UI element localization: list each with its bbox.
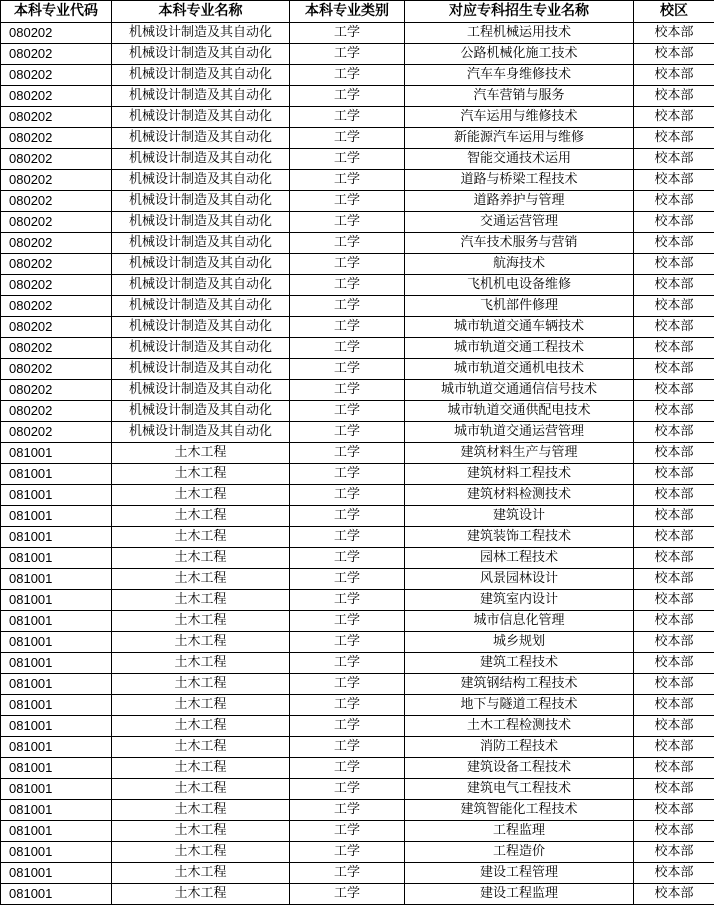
cell-undergrad-category: 工学 [290, 443, 405, 464]
cell-undergrad-name: 机械设计制造及其自动化 [112, 128, 290, 149]
cell-undergrad-name: 机械设计制造及其自动化 [112, 254, 290, 275]
cell-undergrad-code: 080202 [1, 275, 112, 296]
cell-undergrad-category: 工学 [290, 590, 405, 611]
cell-junior-major-name: 园林工程技术 [405, 548, 634, 569]
table-row [1, 485, 714, 506]
cell-undergrad-category: 工学 [290, 737, 405, 758]
cell-undergrad-category: 工学 [290, 401, 405, 422]
cell-undergrad-code: 081001 [1, 464, 112, 485]
cell-undergrad-category: 工学 [290, 506, 405, 527]
cell-junior-major-name: 道路与桥梁工程技术 [405, 170, 634, 191]
cell-campus: 校本部 [634, 800, 714, 821]
cell-campus: 校本部 [634, 863, 714, 884]
cell-junior-major-name: 风景园林设计 [405, 569, 634, 590]
cell-undergrad-category: 工学 [290, 716, 405, 737]
cell-undergrad-code: 080202 [1, 128, 112, 149]
cell-undergrad-category: 工学 [290, 884, 405, 905]
table-row [1, 401, 714, 422]
table-row [1, 317, 714, 338]
cell-undergrad-code: 080202 [1, 149, 112, 170]
cell-junior-major-name: 汽车营销与服务 [405, 86, 634, 107]
cell-undergrad-code: 081001 [1, 674, 112, 695]
table-row [1, 275, 714, 296]
cell-undergrad-name: 土木工程 [112, 548, 290, 569]
table-row [1, 884, 714, 905]
cell-campus: 校本部 [634, 674, 714, 695]
cell-junior-major-name: 汽车技术服务与营销 [405, 233, 634, 254]
cell-campus: 校本部 [634, 86, 714, 107]
cell-campus: 校本部 [634, 380, 714, 401]
table-row [1, 233, 714, 254]
table-header [1, 1, 714, 23]
cell-undergrad-code: 080202 [1, 296, 112, 317]
cell-undergrad-name: 机械设计制造及其自动化 [112, 296, 290, 317]
cell-undergrad-code: 080202 [1, 212, 112, 233]
cell-junior-major-name: 建设工程监理 [405, 884, 634, 905]
cell-undergrad-category: 工学 [290, 149, 405, 170]
cell-junior-major-name: 建筑材料检测技术 [405, 485, 634, 506]
cell-junior-major-name: 公路机械化施工技术 [405, 44, 634, 65]
table-row [1, 107, 714, 128]
cell-campus: 校本部 [634, 170, 714, 191]
cell-campus: 校本部 [634, 149, 714, 170]
table-row [1, 212, 714, 233]
cell-undergrad-name: 机械设计制造及其自动化 [112, 212, 290, 233]
cell-undergrad-category: 工学 [290, 107, 405, 128]
cell-undergrad-code: 080202 [1, 380, 112, 401]
cell-undergrad-category: 工学 [290, 86, 405, 107]
cell-campus: 校本部 [634, 653, 714, 674]
cell-campus: 校本部 [634, 107, 714, 128]
cell-undergrad-code: 081001 [1, 485, 112, 506]
cell-undergrad-category: 工学 [290, 233, 405, 254]
cell-undergrad-category: 工学 [290, 569, 405, 590]
cell-junior-major-name: 地下与隧道工程技术 [405, 695, 634, 716]
cell-undergrad-name: 机械设计制造及其自动化 [112, 170, 290, 191]
cell-undergrad-name: 机械设计制造及其自动化 [112, 422, 290, 443]
cell-junior-major-name: 建筑电气工程技术 [405, 779, 634, 800]
cell-undergrad-category: 工学 [290, 611, 405, 632]
cell-campus: 校本部 [634, 23, 714, 44]
table-row [1, 338, 714, 359]
table-row [1, 128, 714, 149]
cell-junior-major-name: 飞机部件修理 [405, 296, 634, 317]
cell-junior-major-name: 城市信息化管理 [405, 611, 634, 632]
table-row [1, 527, 714, 548]
cell-undergrad-code: 081001 [1, 779, 112, 800]
table-row [1, 191, 714, 212]
cell-junior-major-name: 城市轨道交通运营管理 [405, 422, 634, 443]
cell-undergrad-code: 081001 [1, 821, 112, 842]
cell-campus: 校本部 [634, 317, 714, 338]
cell-undergrad-category: 工学 [290, 275, 405, 296]
cell-undergrad-category: 工学 [290, 653, 405, 674]
cell-junior-major-name: 汽车车身维修技术 [405, 65, 634, 86]
cell-campus: 校本部 [634, 569, 714, 590]
cell-campus: 校本部 [634, 485, 714, 506]
cell-undergrad-category: 工学 [290, 317, 405, 338]
cell-junior-major-name: 建筑设计 [405, 506, 634, 527]
cell-campus: 校本部 [634, 443, 714, 464]
cell-undergrad-category: 工学 [290, 23, 405, 44]
cell-undergrad-code: 081001 [1, 716, 112, 737]
table-row [1, 779, 714, 800]
table-row [1, 380, 714, 401]
cell-undergrad-category: 工学 [290, 65, 405, 86]
table-row [1, 44, 714, 65]
table-row [1, 863, 714, 884]
cell-campus: 校本部 [634, 779, 714, 800]
cell-campus: 校本部 [634, 758, 714, 779]
table-row [1, 149, 714, 170]
cell-junior-major-name: 汽车运用与维修技术 [405, 107, 634, 128]
cell-campus: 校本部 [634, 401, 714, 422]
header-undergrad-name: 本科专业名称 [112, 1, 290, 23]
cell-campus: 校本部 [634, 527, 714, 548]
cell-undergrad-code: 080202 [1, 422, 112, 443]
cell-junior-major-name: 智能交通技术运用 [405, 149, 634, 170]
cell-campus: 校本部 [634, 590, 714, 611]
cell-campus: 校本部 [634, 338, 714, 359]
table-row [1, 611, 714, 632]
cell-undergrad-code: 080202 [1, 254, 112, 275]
cell-undergrad-name: 机械设计制造及其自动化 [112, 401, 290, 422]
cell-junior-major-name: 道路养护与管理 [405, 191, 634, 212]
table-row [1, 716, 714, 737]
cell-undergrad-category: 工学 [290, 674, 405, 695]
cell-undergrad-name: 土木工程 [112, 590, 290, 611]
cell-junior-major-name: 建筑智能化工程技术 [405, 800, 634, 821]
cell-undergrad-name: 土木工程 [112, 506, 290, 527]
cell-undergrad-category: 工学 [290, 359, 405, 380]
cell-undergrad-name: 机械设计制造及其自动化 [112, 65, 290, 86]
cell-undergrad-name: 土木工程 [112, 674, 290, 695]
table-row [1, 170, 714, 191]
cell-undergrad-code: 080202 [1, 317, 112, 338]
cell-undergrad-name: 土木工程 [112, 842, 290, 863]
cell-junior-major-name: 建筑钢结构工程技术 [405, 674, 634, 695]
cell-undergrad-name: 土木工程 [112, 800, 290, 821]
cell-undergrad-category: 工学 [290, 380, 405, 401]
cell-undergrad-name: 土木工程 [112, 758, 290, 779]
cell-junior-major-name: 建筑设备工程技术 [405, 758, 634, 779]
cell-undergrad-code: 080202 [1, 23, 112, 44]
cell-undergrad-code: 080202 [1, 233, 112, 254]
cell-undergrad-name: 机械设计制造及其自动化 [112, 338, 290, 359]
cell-junior-major-name: 城市轨道交通供配电技术 [405, 401, 634, 422]
cell-undergrad-category: 工学 [290, 821, 405, 842]
table-row [1, 23, 714, 44]
cell-undergrad-name: 机械设计制造及其自动化 [112, 191, 290, 212]
cell-junior-major-name: 消防工程技术 [405, 737, 634, 758]
cell-campus: 校本部 [634, 695, 714, 716]
cell-undergrad-code: 080202 [1, 107, 112, 128]
table-row [1, 254, 714, 275]
cell-campus: 校本部 [634, 548, 714, 569]
cell-undergrad-category: 工学 [290, 485, 405, 506]
cell-junior-major-name: 交通运营管理 [405, 212, 634, 233]
cell-undergrad-name: 土木工程 [112, 632, 290, 653]
cell-campus: 校本部 [634, 464, 714, 485]
cell-campus: 校本部 [634, 128, 714, 149]
cell-undergrad-category: 工学 [290, 779, 405, 800]
cell-junior-major-name: 城市轨道交通工程技术 [405, 338, 634, 359]
cell-undergrad-code: 080202 [1, 44, 112, 65]
cell-undergrad-category: 工学 [290, 548, 405, 569]
header-row [1, 1, 714, 23]
cell-undergrad-name: 土木工程 [112, 653, 290, 674]
cell-undergrad-category: 工学 [290, 170, 405, 191]
cell-undergrad-code: 081001 [1, 611, 112, 632]
table-row [1, 65, 714, 86]
cell-undergrad-code: 081001 [1, 527, 112, 548]
table-row [1, 737, 714, 758]
cell-undergrad-name: 土木工程 [112, 527, 290, 548]
cell-undergrad-code: 080202 [1, 86, 112, 107]
cell-undergrad-category: 工学 [290, 212, 405, 233]
cell-undergrad-code: 081001 [1, 695, 112, 716]
table-row [1, 296, 714, 317]
cell-junior-major-name: 建筑室内设计 [405, 590, 634, 611]
cell-junior-major-name: 城乡规划 [405, 632, 634, 653]
table-row [1, 464, 714, 485]
table-row [1, 443, 714, 464]
cell-campus: 校本部 [634, 884, 714, 905]
table-row [1, 422, 714, 443]
table-row [1, 569, 714, 590]
cell-undergrad-code: 080202 [1, 359, 112, 380]
cell-undergrad-name: 机械设计制造及其自动化 [112, 23, 290, 44]
cell-undergrad-code: 081001 [1, 443, 112, 464]
cell-undergrad-category: 工学 [290, 338, 405, 359]
cell-undergrad-code: 081001 [1, 506, 112, 527]
cell-undergrad-name: 机械设计制造及其自动化 [112, 86, 290, 107]
cell-junior-major-name: 飞机机电设备维修 [405, 275, 634, 296]
cell-undergrad-code: 080202 [1, 338, 112, 359]
cell-campus: 校本部 [634, 359, 714, 380]
cell-undergrad-category: 工学 [290, 800, 405, 821]
cell-undergrad-name: 土木工程 [112, 821, 290, 842]
cell-junior-major-name: 工程造价 [405, 842, 634, 863]
table-row [1, 506, 714, 527]
cell-campus: 校本部 [634, 233, 714, 254]
table-row [1, 695, 714, 716]
cell-junior-major-name: 工程机械运用技术 [405, 23, 634, 44]
cell-undergrad-category: 工学 [290, 758, 405, 779]
cell-undergrad-name: 土木工程 [112, 737, 290, 758]
cell-campus: 校本部 [634, 422, 714, 443]
cell-undergrad-code: 081001 [1, 548, 112, 569]
cell-undergrad-category: 工学 [290, 464, 405, 485]
cell-undergrad-code: 081001 [1, 842, 112, 863]
cell-undergrad-category: 工学 [290, 296, 405, 317]
cell-undergrad-code: 081001 [1, 884, 112, 905]
cell-undergrad-code: 081001 [1, 863, 112, 884]
cell-junior-major-name: 建筑装饰工程技术 [405, 527, 634, 548]
cell-junior-major-name: 建筑材料工程技术 [405, 464, 634, 485]
header-undergrad-category: 本科专业类别 [290, 1, 405, 23]
cell-undergrad-name: 土木工程 [112, 464, 290, 485]
table-row [1, 86, 714, 107]
table-row [1, 548, 714, 569]
cell-undergrad-name: 机械设计制造及其自动化 [112, 380, 290, 401]
header-undergrad-code: 本科专业代码 [1, 1, 112, 23]
cell-undergrad-code: 080202 [1, 65, 112, 86]
cell-campus: 校本部 [634, 737, 714, 758]
cell-undergrad-code: 080202 [1, 401, 112, 422]
cell-undergrad-category: 工学 [290, 128, 405, 149]
cell-junior-major-name: 城市轨道交通通信信号技术 [405, 380, 634, 401]
cell-campus: 校本部 [634, 254, 714, 275]
cell-undergrad-name: 土木工程 [112, 611, 290, 632]
cell-junior-major-name: 建筑材料生产与管理 [405, 443, 634, 464]
cell-junior-major-name: 建筑工程技术 [405, 653, 634, 674]
cell-undergrad-name: 机械设计制造及其自动化 [112, 275, 290, 296]
cell-undergrad-name: 土木工程 [112, 485, 290, 506]
header-junior-major-name: 对应专科招生专业名称 [405, 1, 634, 23]
cell-campus: 校本部 [634, 716, 714, 737]
cell-junior-major-name: 城市轨道交通车辆技术 [405, 317, 634, 338]
table-row [1, 632, 714, 653]
cell-junior-major-name: 工程监理 [405, 821, 634, 842]
cell-undergrad-code: 081001 [1, 632, 112, 653]
table-row [1, 821, 714, 842]
cell-campus: 校本部 [634, 275, 714, 296]
cell-undergrad-name: 机械设计制造及其自动化 [112, 233, 290, 254]
cell-undergrad-name: 土木工程 [112, 695, 290, 716]
table-body [1, 23, 714, 905]
cell-junior-major-name: 建设工程管理 [405, 863, 634, 884]
cell-undergrad-name: 土木工程 [112, 884, 290, 905]
cell-undergrad-code: 081001 [1, 569, 112, 590]
cell-undergrad-category: 工学 [290, 632, 405, 653]
table-row [1, 653, 714, 674]
cell-junior-major-name: 土木工程检测技术 [405, 716, 634, 737]
cell-undergrad-name: 机械设计制造及其自动化 [112, 359, 290, 380]
cell-undergrad-code: 080202 [1, 191, 112, 212]
cell-undergrad-category: 工学 [290, 863, 405, 884]
cell-campus: 校本部 [634, 506, 714, 527]
table-row [1, 758, 714, 779]
cell-undergrad-code: 081001 [1, 590, 112, 611]
cell-undergrad-name: 土木工程 [112, 779, 290, 800]
cell-campus: 校本部 [634, 821, 714, 842]
table-row [1, 842, 714, 863]
cell-campus: 校本部 [634, 842, 714, 863]
cell-undergrad-code: 081001 [1, 653, 112, 674]
cell-undergrad-name: 土木工程 [112, 863, 290, 884]
cell-undergrad-code: 081001 [1, 758, 112, 779]
cell-campus: 校本部 [634, 191, 714, 212]
header-campus: 校区 [634, 1, 714, 23]
cell-undergrad-category: 工学 [290, 695, 405, 716]
cell-undergrad-category: 工学 [290, 842, 405, 863]
table-row [1, 590, 714, 611]
cell-undergrad-category: 工学 [290, 527, 405, 548]
cell-undergrad-name: 机械设计制造及其自动化 [112, 317, 290, 338]
cell-undergrad-name: 土木工程 [112, 569, 290, 590]
cell-junior-major-name: 航海技术 [405, 254, 634, 275]
cell-undergrad-name: 土木工程 [112, 716, 290, 737]
table-row [1, 674, 714, 695]
cell-junior-major-name: 新能源汽车运用与维修 [405, 128, 634, 149]
cell-undergrad-name: 机械设计制造及其自动化 [112, 107, 290, 128]
cell-campus: 校本部 [634, 632, 714, 653]
table-row [1, 359, 714, 380]
cell-undergrad-category: 工学 [290, 422, 405, 443]
cell-undergrad-category: 工学 [290, 254, 405, 275]
cell-junior-major-name: 城市轨道交通机电技术 [405, 359, 634, 380]
cell-campus: 校本部 [634, 611, 714, 632]
cell-undergrad-name: 机械设计制造及其自动化 [112, 44, 290, 65]
cell-undergrad-code: 080202 [1, 170, 112, 191]
table-row [1, 800, 714, 821]
cell-undergrad-code: 081001 [1, 737, 112, 758]
cell-campus: 校本部 [634, 296, 714, 317]
cell-undergrad-code: 081001 [1, 800, 112, 821]
cell-undergrad-name: 土木工程 [112, 443, 290, 464]
cell-undergrad-name: 机械设计制造及其自动化 [112, 149, 290, 170]
cell-campus: 校本部 [634, 212, 714, 233]
cell-undergrad-category: 工学 [290, 191, 405, 212]
cell-campus: 校本部 [634, 65, 714, 86]
cell-undergrad-category: 工学 [290, 44, 405, 65]
cell-campus: 校本部 [634, 44, 714, 65]
